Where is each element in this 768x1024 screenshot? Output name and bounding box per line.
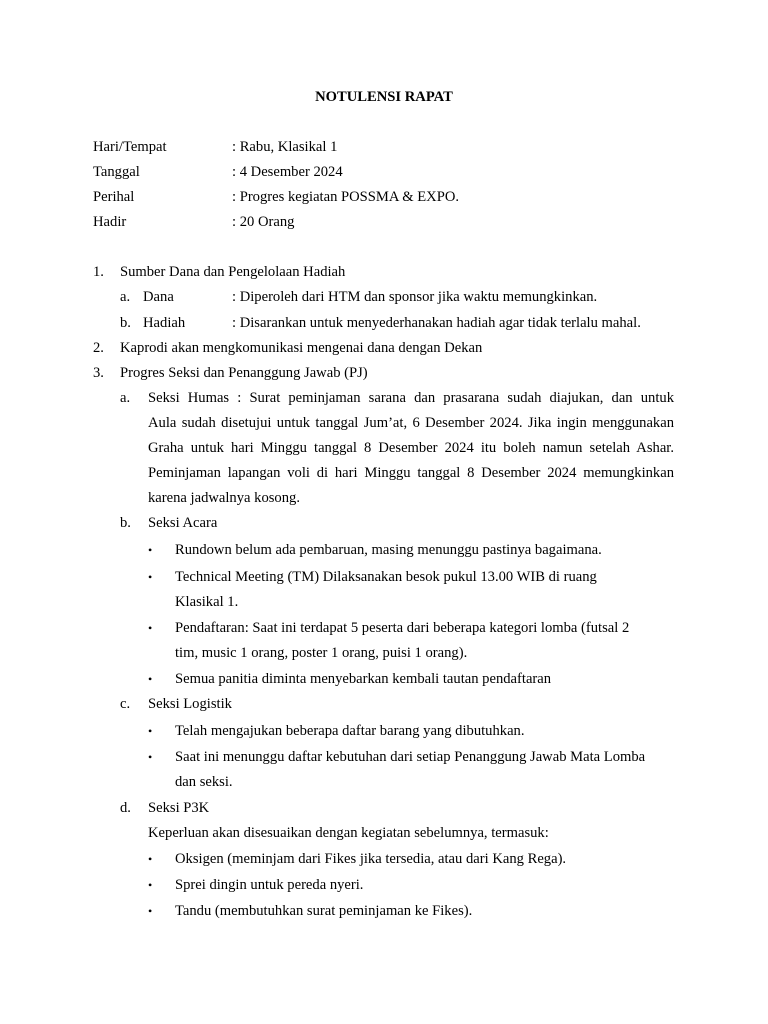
header-label-perihal: Perihal xyxy=(93,189,135,205)
humas-line: karena jadwalnya kosong. xyxy=(148,490,300,506)
sub-text-dana: : Diperoleh dari HTM dan sponsor jika waktu memungkinkan. xyxy=(232,289,598,305)
sub-letter: a. xyxy=(120,390,131,406)
section-title-acara: Seksi Acara xyxy=(148,515,218,531)
bullet-icon: • xyxy=(148,878,153,892)
bullet-text: Rundown belum ada pembaruan, masing menunggu pastinya bagaimana. xyxy=(175,542,602,558)
item-number: 1. xyxy=(93,264,104,280)
bullet-text: Technical Meeting (TM) Dilaksanakan besok pukul 13.00 WIB di ruang xyxy=(175,569,597,585)
bullet-text: dan seksi. xyxy=(175,774,233,790)
sub-label-hadiah: Hadiah xyxy=(143,315,186,331)
bullet-icon: • xyxy=(148,904,153,918)
section-intro-p3k: Keperluan akan disesuaikan dengan kegiatan sebelumnya, termasuk: xyxy=(148,825,549,841)
item-number: 3. xyxy=(93,365,104,381)
item-number: 2. xyxy=(93,340,104,356)
sub-letter: c. xyxy=(120,696,131,712)
bullet-icon: • xyxy=(148,724,153,738)
humas-line: Aula sudah disetujui untuk tanggal Jum’at, 6 Desember 2024. Jika ingin menggunakan xyxy=(148,415,674,431)
header-label-tanggal: Tanggal xyxy=(93,164,140,180)
bullet-icon: • xyxy=(148,672,153,686)
bullet-icon: • xyxy=(148,621,153,635)
sub-letter: b. xyxy=(120,515,131,531)
humas-line: Seksi Humas : Surat peminjaman sarana dan prasarana sudah diajukan, dan untuk xyxy=(148,390,674,406)
header-value-hari: : Rabu, Klasikal 1 xyxy=(232,139,338,155)
bullet-text: Oksigen (meminjam dari Fikes jika tersedia, atau dari Kang Rega). xyxy=(175,851,567,867)
sub-label-dana: Dana xyxy=(143,289,174,305)
header-label-hari: Hari/Tempat xyxy=(93,139,167,155)
header-value-perihal: : Progres kegiatan POSSMA & EXPO. xyxy=(232,189,460,205)
section-title-p3k: Seksi P3K xyxy=(148,800,210,816)
item-title: Progres Seksi dan Penanggung Jawab (PJ) xyxy=(120,365,368,381)
bullet-icon: • xyxy=(148,543,153,557)
section-title-logistik: Seksi Logistik xyxy=(148,696,232,712)
item-title: Kaprodi akan mengkomunikasi mengenai dana dengan Dekan xyxy=(120,340,483,356)
header-label-hadir: Hadir xyxy=(93,214,127,230)
bullet-text: tim, music 1 orang, poster 1 orang, puisi 1 orang). xyxy=(175,645,468,661)
bullet-text: Telah mengajukan beberapa daftar barang yang dibutuhkan. xyxy=(175,723,525,739)
humas-line: Peminjaman lapangan voli di hari Minggu tanggal 8 Desember 2024 memungkinkan xyxy=(148,465,674,481)
bullet-icon: • xyxy=(148,852,153,866)
sub-text-hadiah: : Disarankan untuk menyederhanakan hadiah agar tidak terlalu mahal. xyxy=(232,315,641,331)
sub-letter: d. xyxy=(120,800,131,816)
bullet-icon: • xyxy=(148,750,153,764)
sub-letter: b. xyxy=(120,315,131,331)
bullet-text: Klasikal 1. xyxy=(175,594,239,610)
page-title: NOTULENSI RAPAT xyxy=(315,89,453,105)
bullet-text: Pendaftaran: Saat ini terdapat 5 peserta dari beberapa kategori lomba (futsal 2 xyxy=(175,620,630,636)
item-title: Sumber Dana dan Pengelolaan Hadiah xyxy=(120,264,346,280)
bullet-text: Saat ini menunggu daftar kebutuhan dari setiap Penanggung Jawab Mata Lomba xyxy=(175,749,646,765)
sub-letter: a. xyxy=(120,289,131,305)
humas-line: Graha untuk hari Minggu tanggal 8 Desember 2024 itu boleh namun setelah Ashar. xyxy=(148,440,674,456)
header-value-hadir: : 20 Orang xyxy=(232,214,295,230)
bullet-text: Sprei dingin untuk pereda nyeri. xyxy=(175,877,364,893)
header-value-tanggal: : 4 Desember 2024 xyxy=(232,164,343,180)
bullet-text: Semua panitia diminta menyebarkan kembali tautan pendaftaran xyxy=(175,671,552,687)
bullet-icon: • xyxy=(148,570,153,584)
bullet-text: Tandu (membutuhkan surat peminjaman ke Fikes). xyxy=(175,903,473,919)
